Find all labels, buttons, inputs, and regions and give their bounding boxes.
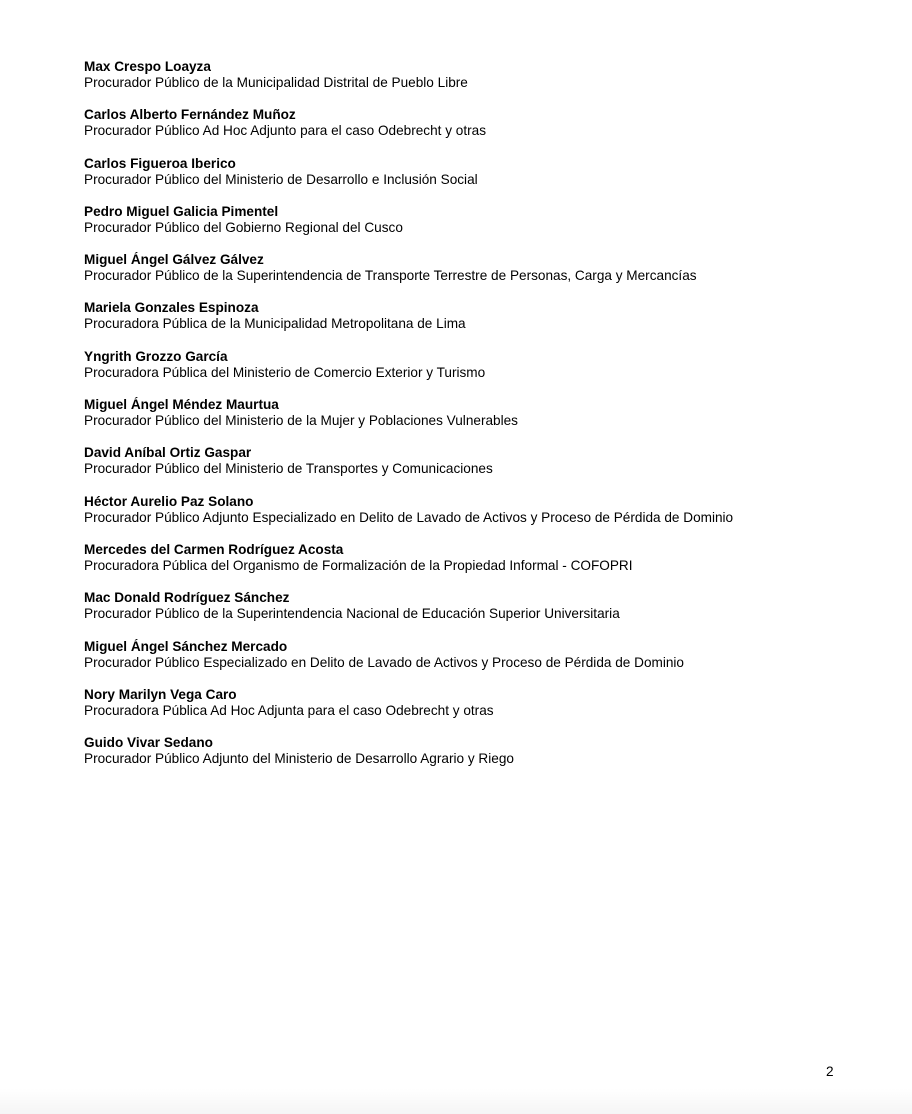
entry-name: Max Crespo Loayza [84,59,211,74]
entry-title: Procurador Público de la Municipalidad Distrital de Pueblo Libre [84,75,468,90]
list-item [84,59,864,107]
entry-name: Nory Marilyn Vega Caro [84,686,237,702]
list-item [84,204,864,252]
page-number: 2 [826,1064,834,1079]
list-item [84,494,864,542]
entry-title: Procuradora Pública Ad Hoc Adjunta para el caso Odebrecht y otras [84,702,494,718]
list-item [84,252,864,300]
entry-title: Procuradora Pública del Organismo de Formalización de la Propiedad Informal - COFOPRI [84,557,633,573]
entry-title: Procurador Público Adjunto del Ministerio de Desarrollo Agrario y Riego [84,751,514,767]
page-bottom-shadow [0,1088,912,1114]
entry-title: Procurador Público Especializado en Delito de Lavado de Activos y Proceso de Pérdida de Dominio [84,654,684,670]
entry-name: Miguel Ángel Gálvez Gálvez [84,252,264,268]
entry-name: Carlos Alberto Fernández Muñoz [84,107,296,123]
list-item [84,687,864,735]
entry-name: Mariela Gonzales Espinoza [84,300,259,316]
list-item [84,590,864,638]
entry-title: Procurador Público del Ministerio de Desarrollo e Inclusión Social [84,171,478,187]
entry-title: Procurador Público Ad Hoc Adjunto para el caso Odebrecht y otras [84,123,486,139]
entry-name: David Aníbal Ortiz Gaspar [84,445,252,461]
list-item [84,735,864,783]
entry-title: Procuradora Pública de la Municipalidad Metropolitana de Lima [84,316,466,332]
list-item [84,156,864,204]
entry-name: Pedro Miguel Galicia Pimentel [84,203,279,219]
procurador-list [84,59,864,783]
entry-name: Yngrith Grozzo García [84,348,228,364]
entry-title: Procurador Público Adjunto Especializado en Delito de Lavado de Activos y Proceso de Pérdida de Dominio [84,509,734,525]
entry-title: Procurador Público de la Superintendencia Nacional de Educación Superior Universitaria [84,606,620,622]
list-item [84,349,864,397]
entry-title: Procuradora Pública del Ministerio de Comercio Exterior y Turismo [84,364,486,380]
entry-name: Miguel Ángel Méndez Maurtua [84,397,279,413]
list-item [84,107,864,155]
entry-name: Guido Vivar Sedano [84,735,213,751]
entry-title: Procurador Público del Gobierno Regional del Cusco [84,219,403,235]
entry-name: Héctor Aurelio Paz Solano [84,493,254,509]
entry-name: Carlos Figueroa Iberico [84,155,236,171]
list-item [84,397,864,445]
entry-name: Miguel Ángel Sánchez Mercado [84,638,288,654]
entry-title: Procurador Público de la Superintendencia de Transporte Terrestre de Personas, Carga y Mercancías [84,268,697,284]
entry-name: Mercedes del Carmen Rodríguez Acosta [84,541,344,557]
entry-name: Mac Donald Rodríguez Sánchez [84,590,290,606]
entry-title: Procurador Público del Ministerio de la Mujer y Poblaciones Vulnerables [84,413,518,429]
entry-title: Procurador Público del Ministerio de Transportes y Comunicaciones [84,461,493,477]
list-item [84,300,864,348]
list-item [84,445,864,493]
list-item [84,639,864,687]
list-item [84,542,864,590]
